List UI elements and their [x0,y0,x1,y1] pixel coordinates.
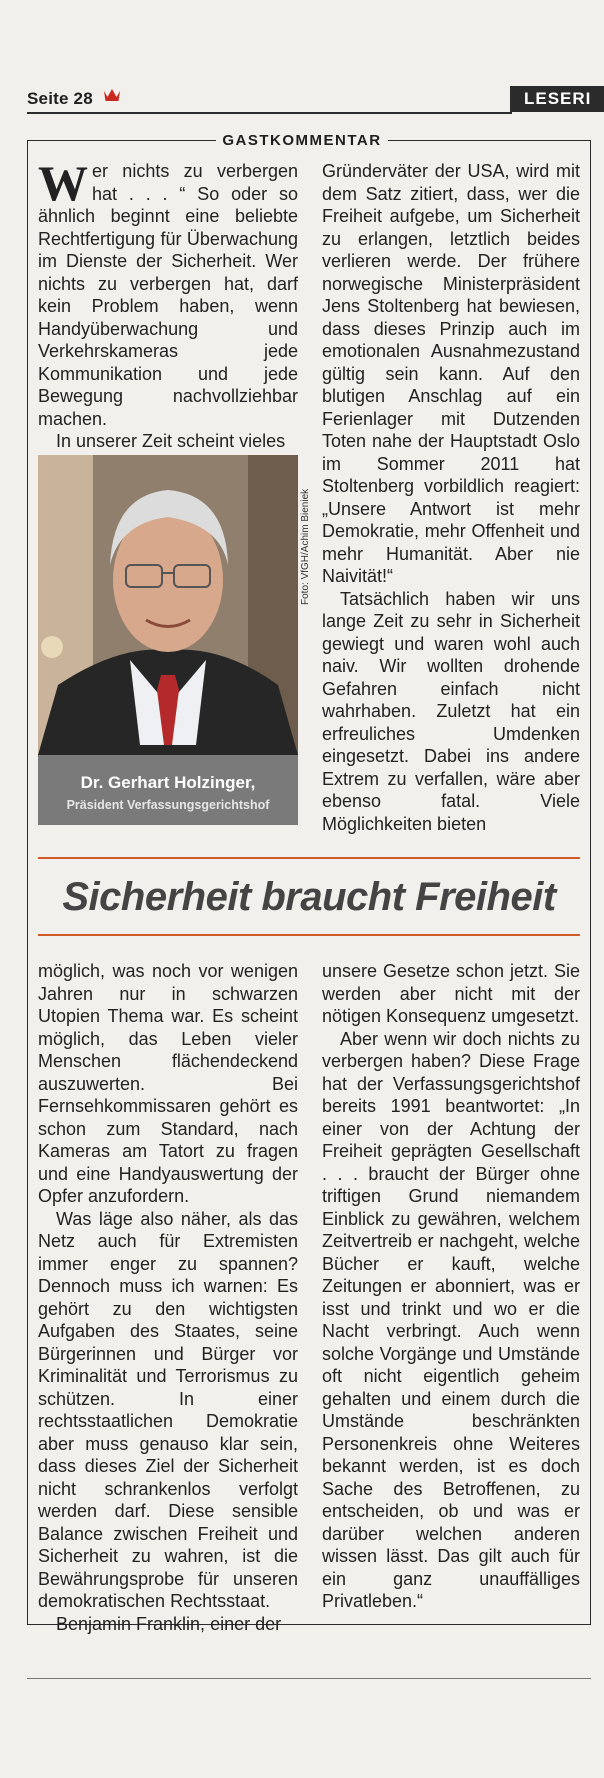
crown-icon [103,88,121,102]
photo-caption-name: Dr. Gerhart Holzinger, [80,773,256,792]
portrait-illustration [38,455,298,825]
headline-rule-top [38,857,580,859]
portrait-photo [38,455,298,825]
headline-rule-bottom [38,934,580,936]
article-column-1 [38,155,298,453]
section-rubric: LESERI [510,86,604,112]
photo-caption-role: Präsident Verfassungsgerichtshof [66,798,270,812]
paragraph: Benjamin Franklin, einer der [56,1613,282,1634]
photo-credit: Foto: VfGH/Achim Bieniek [300,488,311,605]
paragraph: möglich, was noch vor wenigen Jahren nur in schwarzen Utopien Thema war. Es scheint möglich, das Leben vieler Menschen flächendeckend auszuwerten. Bei Fernsehkommissaren gehört es schon zum Standard, nach Kameras am Tatort zu fragen und eine Handyauswertung der Opfer anzufordern. [38,961,298,1206]
article-column-3 [38,960,298,1635]
article-kicker: GASTKOMMENTAR [0,132,604,150]
paragraph: unsere Gesetze schon jetzt. Sie werden aber nicht mit der nötigen Konsequenz umgesetzt. [322,961,580,1026]
paragraph: Wer nichts zu verbergen hat . . . “ So oder so ähnlich beginnt eine beliebte Rechtfertigung für Überwachung im Dienste der Sicherheit. Wer nichts zu verbergen hat, darf kein Problem haben, wenn Handyüberwachung und Verkehrskameras jede Kommunikation und jede Bewegung nachvollziehbar machen. [38,155,298,429]
paragraph: Aber wenn wir doch nichts zu verbergen haben? Diese Frage hat der Verfassungsgerichtshof bereits 1991 beantwortet: „In einer von der Achtung der Freiheit geprägten Gesellschaft . . . braucht der Bürger ohne triftigen Grund niemandem Einblick zu gewähren, welchem Zeitvertreib er nachgeht, welche Bücher er kauft, welche Zeitungen er abonniert, was er isst und trinkt und wo er die Nacht verbringt. Auch wenn solche Vorgänge und Umstände oft nicht eigentlich geheim gehalten und einem durch die Umstände beschränkten Personenkreis ohne Weiteres bekannt werden, ist es doch Sache des Betroffenen, zu entscheiden, ob und was er darüber welchen anderen wissen lässt. Das gilt auch für ein ganz unauffälliges Privatleben.“ [322,1028,580,1611]
drop-cap: W [38,155,88,211]
paragraph: Was läge also näher, als das Netz auch für Extremisten immer enger zu spannen? Dennoch muss ich warnen: Es gehört zu den wichtigsten Aufgaben des Staates, seine Bürgerinnen und Bürger vor Kriminalität und Terrorismus zu schützen. In einer rechtsstaatlichen Demokratie aber muss genauso klar sein, dass dieses Ziel der Sicherheit nicht schrankenlos verfolgt werden darf. Diese sensible Balance zwischen Freiheit und Sicherheit zu wahren, ist die Bewährungsprobe für unseren demokratischen Rechtsstaat. [38,1208,298,1611]
article-column-4 [322,960,580,1613]
article-headline: Sicherheit braucht Freiheit [62,875,556,919]
page-number: Seite 28 [27,89,93,108]
footer-rule [27,1678,591,1679]
header-rule [27,112,512,114]
paragraph: In unserer Zeit scheint vieles [56,431,286,451]
paragraph: Tatsächlich haben wir uns lange Zeit zu sehr in Sicherheit gewiegt und waren wohl auch naiv. Wir wollten drohende Gefahren einfach nicht wahrhaben. Zuletzt hat ein erfreuliches Umdenken eingesetzt. Dabei ins andere Extrem zu verfallen, wäre aber ebenso fatal. Viele Möglichkeiten bieten [322,588,580,834]
article-column-2 [322,160,580,835]
paragraph: Gründerväter der USA, wird mit dem Satz zitiert, dass, wer die Freiheit aufgebe, um Sicherheit zu erlangen, letztlich beides verlieren werde. Der frühere norwegische Ministerpräsident Jens Stoltenberg hat bewiesen, dass dieses Prinzip auch im emotionalen Ausnahmezustand gültig sein kann. Auf den blutigen Anschlag auf ein Ferienlager mit Dutzenden Toten nahe der Hauptstadt Oslo im Sommer 2011 hat Stoltenberg vorbildlich reagiert: „Unsere Antwort ist mehr Demokratie, mehr Offenheit und mehr Humanität. Aber nie Naivität!“ [322,161,580,586]
page-header [0,0,604,120]
